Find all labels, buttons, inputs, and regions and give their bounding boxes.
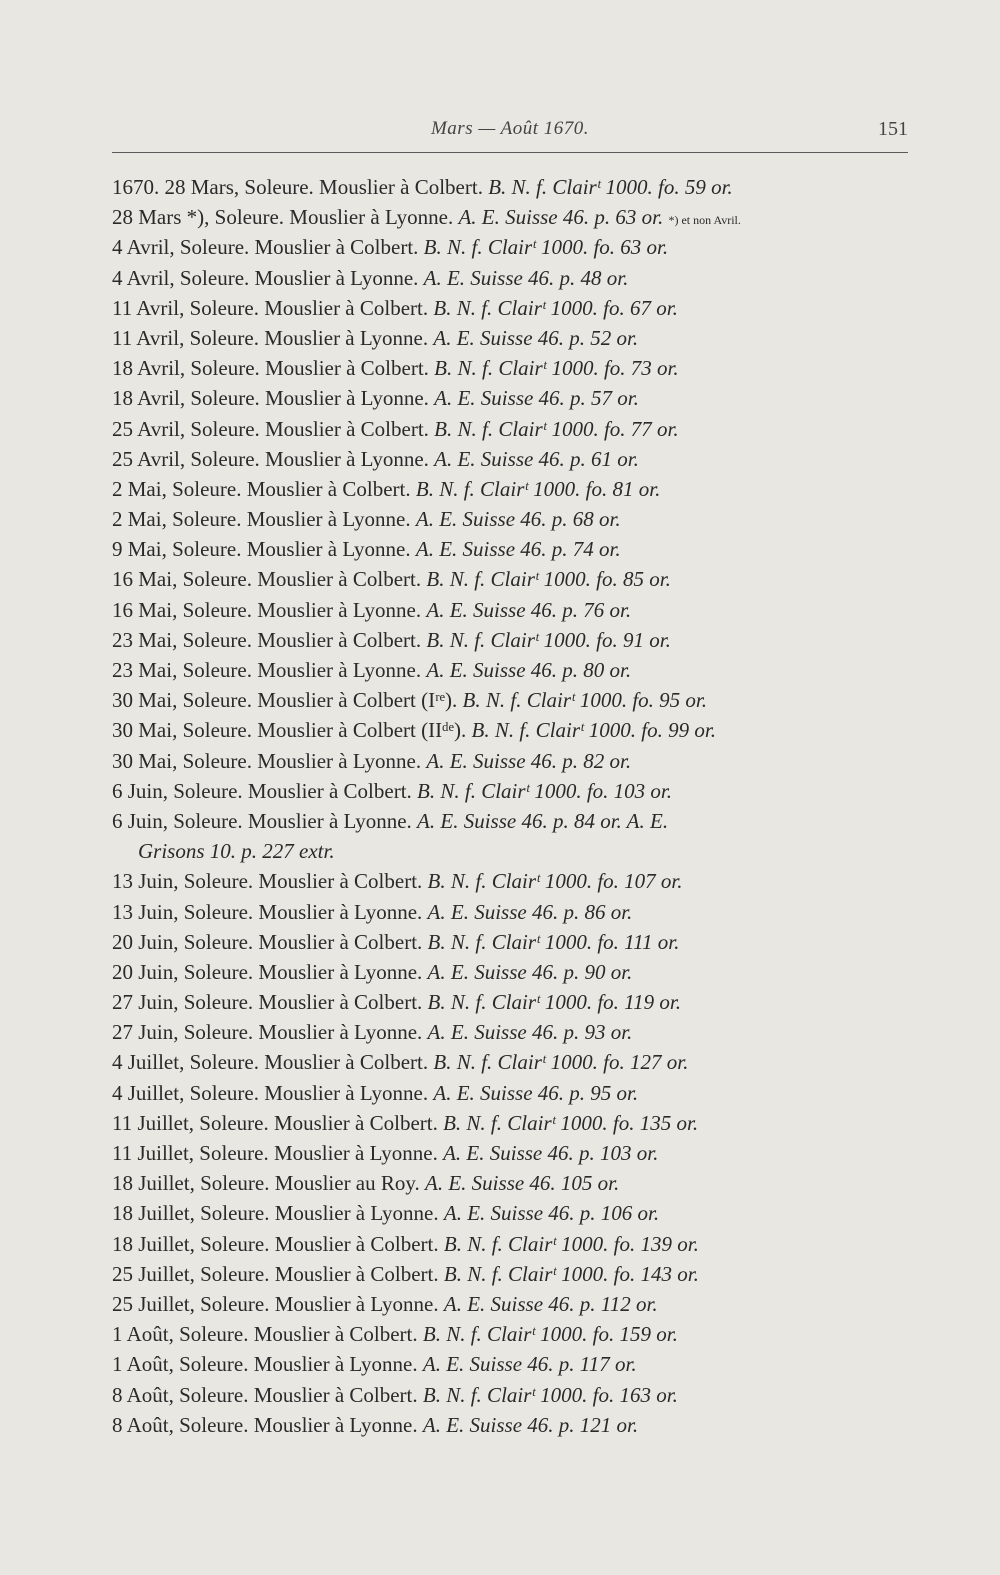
entry-reference: B. N. f. Clairᵗ 1000. fo. 99 or. bbox=[471, 718, 716, 743]
list-item bbox=[112, 927, 912, 957]
list-item bbox=[112, 1017, 912, 1047]
entry-reference: A. E. Suisse 46. p. 76 or. bbox=[426, 597, 632, 622]
list-item bbox=[112, 655, 912, 685]
entry-text: 8 Août, Soleure. Mouslier à Lyonne. bbox=[112, 1412, 418, 1437]
list-item bbox=[112, 866, 912, 896]
list-item bbox=[112, 746, 912, 776]
entry-reference: B. N. f. Clairᵗ 1000. fo. 119 or. bbox=[427, 990, 681, 1015]
entry-reference: B. N. f. Clairᵗ 1000. fo. 63 or. bbox=[423, 235, 669, 260]
entry-text: 4 Avril, Soleure. Mouslier à Colbert. bbox=[112, 235, 419, 260]
entry-text: 20 Juin, Soleure. Mouslier à Lyonne. bbox=[112, 959, 423, 984]
list-item bbox=[112, 1259, 912, 1289]
entry-reference: B. N. f. Clairᵗ 1000. fo. 159 or. bbox=[422, 1322, 678, 1347]
entry-text: 30 Mai, Soleure. Mouslier à Colbert (Iʳᵉ). bbox=[112, 688, 458, 713]
entry-reference: Grisons 10. p. 227 extr. bbox=[138, 839, 335, 864]
entry-text: 30 Mai, Soleure. Mouslier à Colbert (IIᵈᵉ). bbox=[112, 718, 467, 743]
entry-text: 6 Juin, Soleure. Mouslier à Lyonne. bbox=[112, 808, 412, 833]
entry-text: 9 Mai, Soleure. Mouslier à Lyonne. bbox=[112, 537, 411, 562]
list-item bbox=[112, 1168, 912, 1198]
entry-text: 2 Mai, Soleure. Mouslier à Colbert. bbox=[112, 476, 411, 501]
list-item bbox=[112, 263, 912, 293]
entry-reference: A. E. Suisse 46. p. 93 or. bbox=[427, 1020, 633, 1045]
entry-text: 27 Juin, Soleure. Mouslier à Lyonne. bbox=[112, 1020, 423, 1045]
entry-text: 25 Avril, Soleure. Mouslier à Colbert. bbox=[112, 416, 429, 441]
entry-text: 18 Juillet, Soleure. Mouslier à Lyonne. bbox=[112, 1201, 439, 1226]
entry-reference: A. E. Suisse 46. p. 68 or. bbox=[415, 507, 621, 532]
entry-reference: A. E. Suisse 46. p. 52 or. bbox=[433, 325, 639, 350]
list-item bbox=[112, 1289, 912, 1319]
entry-reference: B. N. f. Clairᵗ 1000. fo. 59 or. bbox=[488, 175, 733, 199]
page-header bbox=[112, 112, 908, 153]
entry-text: 20 Juin, Soleure. Mouslier à Colbert. bbox=[112, 929, 423, 954]
entry-reference: A. E. Suisse 46. p. 86 or. bbox=[427, 899, 633, 924]
list-item bbox=[112, 1349, 912, 1379]
entry-text: 18 Juillet, Soleure. Mouslier à Colbert. bbox=[112, 1231, 439, 1256]
list-item bbox=[112, 897, 912, 927]
entry-text: 16 Mai, Soleure. Mouslier à Colbert. bbox=[112, 567, 422, 592]
entry-text: 28 Mars *), Soleure. Mouslier à Lyonne. bbox=[112, 205, 454, 230]
entry-text: 18 Juillet, Soleure. Mouslier au Roy. bbox=[112, 1171, 420, 1196]
entry-reference: B. N. f. Clairᵗ 1000. fo. 85 or. bbox=[426, 567, 671, 592]
list-item bbox=[112, 414, 912, 444]
entry-reference: A. E. Suisse 46. p. 61 or. bbox=[434, 446, 639, 471]
entry-reference: B. N. f. Clairᵗ 1000. fo. 73 or. bbox=[434, 356, 679, 381]
list-item bbox=[112, 383, 912, 413]
entry-text: 2 Mai, Soleure. Mouslier à Lyonne. bbox=[112, 507, 411, 532]
entry-reference: A. E. Suisse 46. p. 48 or. bbox=[423, 265, 629, 290]
list-item bbox=[112, 1047, 912, 1077]
list-item bbox=[112, 1380, 912, 1410]
list-item bbox=[112, 202, 912, 232]
entry-text: 25 Juillet, Soleure. Mouslier à Lyonne. bbox=[112, 1291, 439, 1316]
list-item bbox=[112, 595, 912, 625]
page-number: 151 bbox=[878, 118, 908, 140]
entry-text: 16 Mai, Soleure. Mouslier à Lyonne. bbox=[112, 597, 422, 622]
entry-reference: A. E. Suisse 46. p. 82 or. bbox=[426, 748, 632, 773]
entry-text: 23 Mai, Soleure. Mouslier à Colbert. bbox=[112, 627, 422, 652]
entry-reference: B. N. f. Clairᵗ 1000. fo. 95 or. bbox=[462, 688, 708, 713]
entry-text: 11 Avril, Soleure. Mouslier à Lyonne. bbox=[112, 325, 429, 350]
entry-reference: B. N. f. Clairᵗ 1000. fo. 91 or. bbox=[426, 627, 671, 652]
entry-text: 25 Juillet, Soleure. Mouslier à Colbert. bbox=[112, 1261, 439, 1286]
entry-text: 4 Avril, Soleure. Mouslier à Lyonne. bbox=[112, 265, 419, 290]
list-item bbox=[112, 232, 912, 262]
entry-text: 4 Juillet, Soleure. Mouslier à Colbert. bbox=[112, 1050, 429, 1075]
list-item bbox=[112, 1108, 912, 1138]
entry-reference: B. N. f. Clairᵗ 1000. fo. 127 or. bbox=[433, 1050, 689, 1075]
list-item bbox=[112, 1410, 912, 1440]
entry-text: 18 Avril, Soleure. Mouslier à Colbert. bbox=[112, 356, 429, 381]
entry-reference: A. E. Suisse 46. p. 74 or. bbox=[415, 537, 621, 562]
entry-text: 11 Avril, Soleure. Mouslier à Colbert. bbox=[112, 295, 429, 320]
entry-text: 8 Août, Soleure. Mouslier à Colbert. bbox=[112, 1382, 418, 1407]
entry-text: 13 Juin, Soleure. Mouslier à Colbert. bbox=[112, 869, 423, 894]
entry-text: 23 Mai, Soleure. Mouslier à Lyonne. bbox=[112, 658, 422, 682]
entry-reference: B. N. f. Clairᵗ 1000. fo. 143 or. bbox=[443, 1261, 699, 1286]
list-item bbox=[112, 776, 912, 806]
entry-text: 4 Juillet, Soleure. Mouslier à Lyonne. bbox=[112, 1080, 429, 1105]
list-item bbox=[112, 534, 912, 564]
list-item bbox=[112, 172, 912, 202]
entry-reference: B. N. f. Clairᵗ 1000. fo. 77 or. bbox=[434, 416, 679, 441]
entry-text: 13 Juin, Soleure. Mouslier à Lyonne. bbox=[112, 899, 423, 924]
list-item bbox=[112, 353, 912, 383]
entry-text: 1670. 28 Mars, Soleure. Mouslier à Colbert. bbox=[112, 175, 483, 199]
entry-text: 27 Juin, Soleure. Mouslier à Colbert. bbox=[112, 990, 423, 1015]
list-item bbox=[112, 957, 912, 987]
list-item bbox=[112, 987, 912, 1017]
entry-reference: A. E. Suisse 46. 105 or. bbox=[425, 1171, 620, 1196]
entry-reference: A. E. Suisse 46. p. 121 or. bbox=[422, 1412, 639, 1437]
list-item bbox=[112, 1078, 912, 1108]
entry-reference: B. N. f. Clairᵗ 1000. fo. 139 or. bbox=[443, 1231, 699, 1256]
list-item bbox=[112, 625, 912, 655]
entry-text: 25 Avril, Soleure. Mouslier à Lyonne. bbox=[112, 446, 429, 471]
entry-reference: B. N. f. Clairᵗ 1000. fo. 107 or. bbox=[427, 869, 683, 894]
entry-reference: B. N. f. Clairᵗ 1000. fo. 81 or. bbox=[415, 476, 661, 501]
entry-reference: A. E. Suisse 46. p. 103 or. bbox=[443, 1141, 659, 1165]
entry-text: 30 Mai, Soleure. Mouslier à Lyonne. bbox=[112, 748, 422, 773]
entry-footnote: *) et non Avril. bbox=[668, 213, 741, 228]
entry-text: 1 Août, Soleure. Mouslier à Colbert. bbox=[112, 1322, 418, 1347]
letter-list bbox=[112, 172, 912, 1440]
list-item bbox=[112, 1198, 912, 1228]
entry-reference: A. E. Suisse 46. p. 95 or. bbox=[433, 1080, 639, 1105]
entry-reference: A. E. Suisse 46. p. 57 or. bbox=[434, 386, 639, 411]
entry-reference: B. N. f. Clairᵗ 1000. fo. 135 or. bbox=[443, 1110, 699, 1135]
list-item bbox=[112, 715, 912, 745]
list-item bbox=[112, 564, 912, 594]
entry-reference: A. E. Suisse 46. p. 63 or. bbox=[458, 205, 664, 230]
list-item bbox=[112, 836, 912, 866]
entry-text: 18 Avril, Soleure. Mouslier à Lyonne. bbox=[112, 386, 429, 411]
entry-reference: A. E. Suisse 46. p. 80 or. bbox=[426, 658, 632, 682]
entry-reference: A. E. Suisse 46. p. 84 or. A. E. bbox=[417, 808, 669, 833]
entry-reference: A. E. Suisse 46. p. 117 or. bbox=[422, 1352, 637, 1377]
list-item bbox=[112, 474, 912, 504]
entry-text: 6 Juin, Soleure. Mouslier à Colbert. bbox=[112, 778, 412, 803]
list-item bbox=[112, 1138, 912, 1168]
entry-reference: A. E. Suisse 46. p. 112 or. bbox=[443, 1291, 658, 1316]
list-item bbox=[112, 504, 912, 534]
list-item bbox=[112, 293, 912, 323]
list-item bbox=[112, 685, 912, 715]
entry-reference: B. N. f. Clairᵗ 1000. fo. 67 or. bbox=[433, 295, 678, 320]
entry-reference: A. E. Suisse 46. p. 106 or. bbox=[443, 1201, 660, 1226]
entry-reference: B. N. f. Clairᵗ 1000. fo. 103 or. bbox=[417, 778, 673, 803]
list-item bbox=[112, 1319, 912, 1349]
list-item bbox=[112, 806, 912, 836]
entry-text: 11 Juillet, Soleure. Mouslier à Lyonne. bbox=[112, 1141, 438, 1165]
list-item bbox=[112, 444, 912, 474]
running-title: Mars — Août 1670. bbox=[430, 118, 590, 139]
entry-reference: B. N. f. Clairᵗ 1000. fo. 111 or. bbox=[427, 929, 680, 954]
entry-text: 11 Juillet, Soleure. Mouslier à Colbert. bbox=[112, 1110, 438, 1135]
entry-text: 1 Août, Soleure. Mouslier à Lyonne. bbox=[112, 1352, 418, 1377]
entry-reference: B. N. f. Clairᵗ 1000. fo. 163 or. bbox=[422, 1382, 678, 1407]
entry-reference: A. E. Suisse 46. p. 90 or. bbox=[427, 959, 633, 984]
list-item bbox=[112, 1229, 912, 1259]
list-item bbox=[112, 323, 912, 353]
